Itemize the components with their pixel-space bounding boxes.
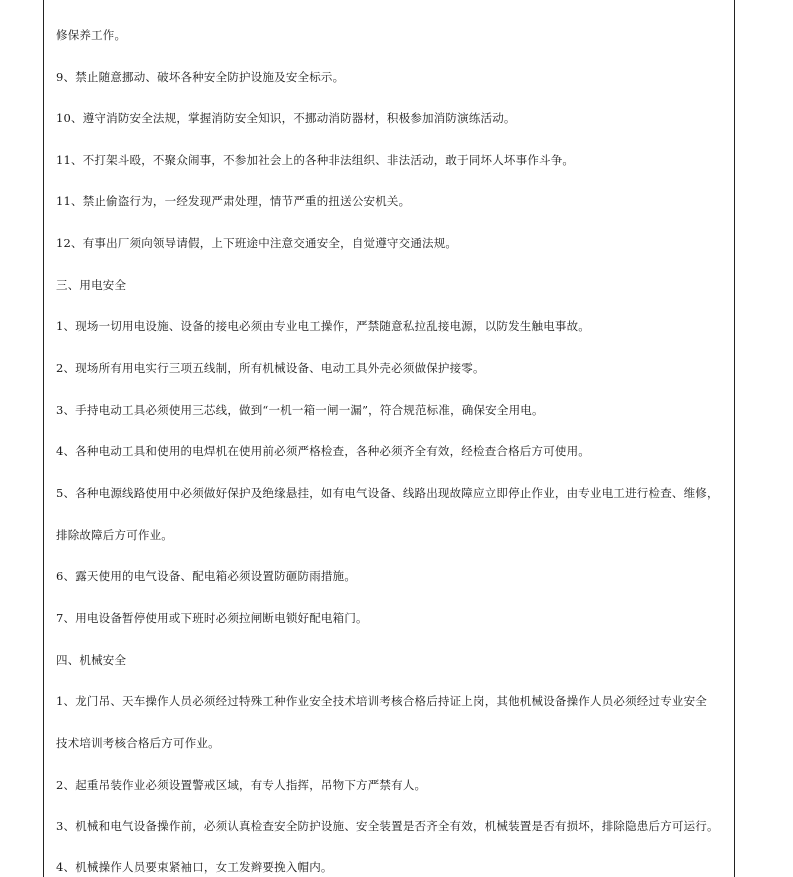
paragraph-line: 11、禁止偷盗行为，一经发现严肃处理，情节严重的扭送公安机关。	[56, 194, 411, 208]
paragraph-line: 3、机械和电气设备操作前，必须认真检查安全防护设施、安全装置是否齐全有效，机械装置是否有损坏，排除隐患后方可运行。	[56, 819, 719, 833]
paragraph-line: 7、用电设备暂停使用或下班时必须拉闸断电锁好配电箱门。	[56, 611, 368, 625]
paragraph-line: 9、禁止随意挪动、破坏各种安全防护设施及安全标示。	[56, 70, 345, 84]
paragraph-line: 3、手持电动工具必须使用三芯线，做到“一机一箱一闸一漏”，符合规范标准，确保安全用电。	[56, 403, 544, 417]
paragraph-line: 2、现场所有用电实行三项五线制，所有机械设备、电动工具外壳必须做保护接零。	[56, 361, 485, 375]
paragraph-line: 技术培训考核合格后方可作业。	[56, 736, 220, 750]
paragraph-line: 10、遵守消防安全法规，掌握消防安全知识，不挪动消防器材，积极参加消防演练活动。	[56, 111, 516, 125]
paragraph-line: 5、各种电源线路使用中必须做好保护及绝缘悬挂，如有电气设备、线路出现故障应立即停止作业，由专业电工进行检查、维修，	[56, 486, 719, 500]
paragraph-line: 6、露天使用的电气设备、配电箱必须设置防砸防雨措施。	[56, 569, 357, 583]
section-heading: 四、机械安全	[56, 653, 127, 667]
section-heading: 三、用电安全	[56, 278, 127, 292]
paragraph-line: 1、龙门吊、天车操作人员必须经过特殊工种作业安全技术培训考核合格后持证上岗，其他机械设备操作人员必须经过专业安全	[56, 694, 708, 708]
paragraph-line: 排除故障后方可作业。	[56, 528, 173, 542]
table-border-right	[734, 0, 735, 877]
paragraph-line: 1、现场一切用电设施、设备的接电必须由专业电工操作，严禁随意私拉乱接电源，以防发生触电事故。	[56, 319, 591, 333]
table-border-left	[43, 0, 44, 877]
paragraph-line: 12、有事出厂须向领导请假，上下班途中注意交通安全，自觉遵守交通法规。	[56, 236, 458, 250]
paragraph-line: 修保养工作。	[56, 28, 127, 42]
paragraph-line: 11、不打架斗殴，不聚众闹事，不参加社会上的各种非法组织、非法活动，敢于同坏人坏事作斗争。	[56, 153, 575, 167]
paragraph-line: 4、各种电动工具和使用的电焊机在使用前必须严格检查，各种必须齐全有效，经检查合格后方可使用。	[56, 444, 591, 458]
paragraph-line: 2、起重吊装作业必须设置警戒区域，有专人指挥，吊物下方严禁有人。	[56, 778, 427, 792]
paragraph-line: 4、机械操作人员要束紧袖口，女工发辫要挽入帽内。	[56, 860, 333, 874]
